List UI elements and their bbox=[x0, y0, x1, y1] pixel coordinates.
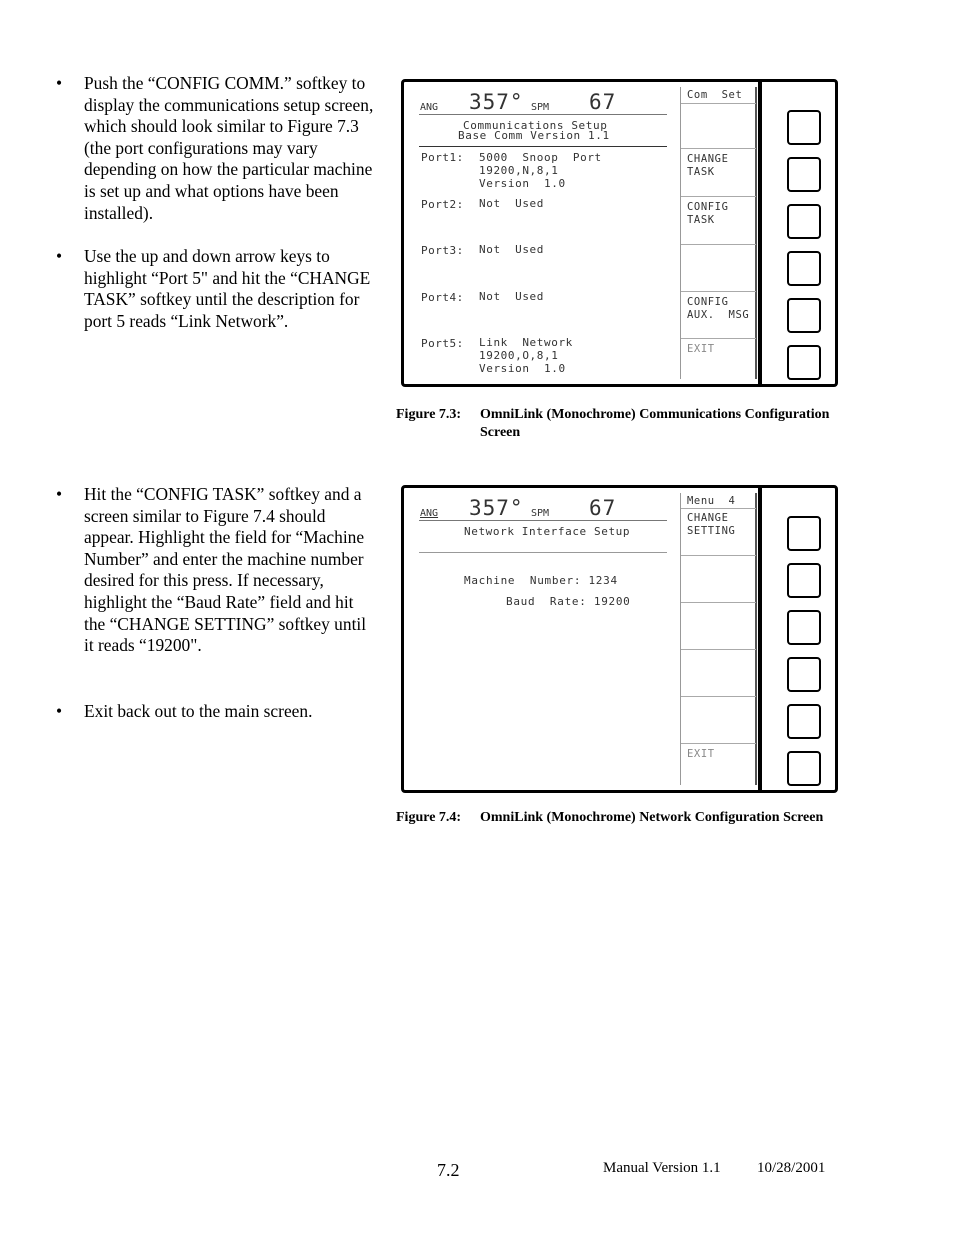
ang-value: 357° bbox=[469, 90, 524, 114]
physical-keys bbox=[758, 488, 836, 790]
display-area bbox=[409, 493, 757, 785]
softkey-button-3[interactable] bbox=[787, 610, 821, 645]
port4-label: Port4: bbox=[421, 291, 464, 304]
spm-value: 67 bbox=[589, 496, 617, 520]
caption-text: OmniLink (Monochrome) Network Configuration Screen bbox=[480, 810, 824, 825]
softkey-blank-3[interactable] bbox=[681, 651, 756, 697]
softkey-labels bbox=[680, 493, 756, 785]
port3-value[interactable]: Not Used bbox=[479, 243, 545, 256]
softkey-change-task[interactable]: CHANGE TASK bbox=[681, 150, 756, 197]
softkey-blank-1[interactable] bbox=[681, 105, 756, 149]
softkey-blank-2[interactable] bbox=[681, 246, 756, 292]
bullet-text: Push the “CONFIG COMM.” softkey to display the communications setup screen, which should look similar to Figure 7.3 (the port configurations may vary depending on how the particular machine is set up and what options have been installed). bbox=[84, 73, 374, 223]
port2-value[interactable]: Not Used bbox=[479, 197, 545, 210]
caption-text: OmniLink (Monochrome) Communications Configuration Screen bbox=[480, 407, 830, 440]
softkey-exit[interactable]: EXIT bbox=[687, 343, 715, 355]
title-divider bbox=[419, 146, 667, 147]
baud-rate-field[interactable]: Baud Rate: 19200 bbox=[506, 595, 631, 608]
softkey-button-3[interactable] bbox=[787, 204, 821, 239]
header-divider bbox=[419, 520, 667, 521]
port1-label: Port1: bbox=[421, 151, 464, 164]
softkey-button-1[interactable] bbox=[787, 516, 821, 551]
port2-label: Port2: bbox=[421, 198, 464, 211]
spm-label: SPM bbox=[531, 508, 550, 519]
title-divider bbox=[419, 552, 667, 553]
softkey-config-task[interactable]: CONFIG TASK bbox=[681, 198, 756, 245]
caption-number: Figure 7.4: bbox=[396, 810, 462, 825]
header-divider bbox=[419, 114, 667, 115]
port5-value[interactable]: Link Network 19200,O,8,1 Version 1.0 bbox=[479, 336, 573, 375]
spm-value: 67 bbox=[589, 90, 617, 114]
softkey-button-4[interactable] bbox=[787, 251, 821, 286]
bullet-text: Hit the “CONFIG TASK” softkey and a screen similar to Figure 7.4 should appear. Highlight the field for “Machine Number” and enter the machine number desired for this press. If necessary, highlight the “Baud Rate” field and hit the “CHANGE SETTING” softkey until it reads “19200". bbox=[84, 484, 367, 656]
softkey-button-2[interactable] bbox=[787, 157, 821, 192]
manual-date: 10/28/2001 bbox=[757, 1160, 826, 1176]
bullet-text: Use the up and down arrow keys to highlight “Port 5" and hit the “CHANGE TASK” softkey until the description for port 5 reads “Link Network”. bbox=[84, 246, 371, 331]
softkey-exit[interactable]: EXIT bbox=[687, 748, 715, 760]
spm-label: SPM bbox=[531, 102, 550, 113]
figure-7-4-screen bbox=[401, 485, 838, 793]
softkey-header: Com Set bbox=[681, 89, 756, 104]
softkey-button-5[interactable] bbox=[787, 704, 821, 739]
bullet-config-comm bbox=[56, 73, 376, 224]
bullet-config-task bbox=[56, 484, 376, 657]
softkey-button-5[interactable] bbox=[787, 298, 821, 333]
bullet-mark: • bbox=[56, 701, 63, 721]
bullet-mark: • bbox=[56, 246, 63, 266]
ang-label: ANG bbox=[420, 508, 439, 519]
caption-number: Figure 7.3: bbox=[396, 407, 462, 422]
softkey-blank-1[interactable] bbox=[681, 557, 756, 603]
machine-number-field[interactable]: Machine Number: 1234 bbox=[464, 574, 618, 587]
monitor-frame bbox=[401, 485, 838, 793]
ang-label: ANG bbox=[420, 102, 439, 113]
bullet-mark: • bbox=[56, 73, 63, 93]
softkey-change-setting[interactable]: CHANGE SETTING bbox=[681, 510, 756, 556]
softkey-button-2[interactable] bbox=[787, 563, 821, 598]
figure-7-3-screen bbox=[401, 79, 838, 387]
screen-title: Communications Setup bbox=[463, 119, 608, 132]
softkey-labels bbox=[680, 87, 756, 379]
bullet-exit bbox=[56, 701, 312, 723]
port5-label: Port5: bbox=[421, 337, 464, 350]
softkey-header: Menu 4 bbox=[681, 495, 756, 509]
bullet-mark: • bbox=[56, 484, 63, 504]
bullet-port5 bbox=[56, 246, 376, 332]
port4-value[interactable]: Not Used bbox=[479, 290, 545, 303]
monitor-frame bbox=[401, 79, 838, 387]
softkey-blank-2[interactable] bbox=[681, 604, 756, 650]
softkey-blank-4[interactable] bbox=[681, 698, 756, 744]
ang-value: 357° bbox=[469, 496, 524, 520]
screen-title: Network Interface Setup bbox=[464, 525, 631, 538]
softkey-button-6[interactable] bbox=[787, 345, 821, 380]
manual-version: Manual Version 1.1 bbox=[603, 1160, 721, 1176]
softkey-button-4[interactable] bbox=[787, 657, 821, 692]
softkey-button-6[interactable] bbox=[787, 751, 821, 786]
screen-subtitle: Base Comm Version 1.1 bbox=[458, 129, 610, 142]
display-area bbox=[409, 87, 757, 379]
port1-value[interactable]: 5000 Snoop Port 19200,N,8,1 Version 1.0 bbox=[479, 151, 602, 190]
bullet-text: Exit back out to the main screen. bbox=[84, 701, 313, 721]
softkey-button-1[interactable] bbox=[787, 110, 821, 145]
physical-keys bbox=[758, 82, 836, 384]
softkey-config-aux-msg[interactable]: CONFIG AUX. MSG bbox=[681, 293, 756, 339]
page-number: 7.2 bbox=[437, 1160, 460, 1180]
port3-label: Port3: bbox=[421, 244, 464, 257]
